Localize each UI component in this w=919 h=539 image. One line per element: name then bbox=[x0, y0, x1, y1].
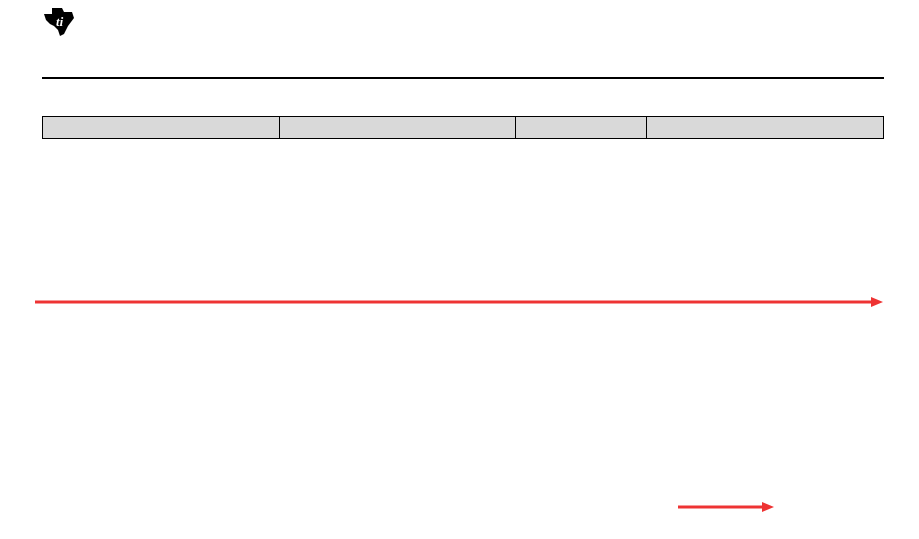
table-header-row bbox=[43, 117, 884, 139]
section-title bbox=[42, 93, 54, 114]
ti-logo-icon bbox=[42, 4, 78, 38]
header-unit bbox=[647, 117, 884, 139]
header-rule bbox=[42, 77, 884, 79]
timing-diagram bbox=[140, 305, 780, 505]
header-parameter bbox=[43, 117, 280, 139]
ti-logo bbox=[42, 2, 212, 42]
header-condition bbox=[279, 117, 516, 139]
figure-caption bbox=[0, 512, 919, 530]
header-values bbox=[516, 117, 647, 139]
timing-requirements-table bbox=[42, 116, 884, 139]
arrow-head bbox=[871, 297, 883, 307]
svg-text:ti: ti bbox=[56, 14, 64, 29]
